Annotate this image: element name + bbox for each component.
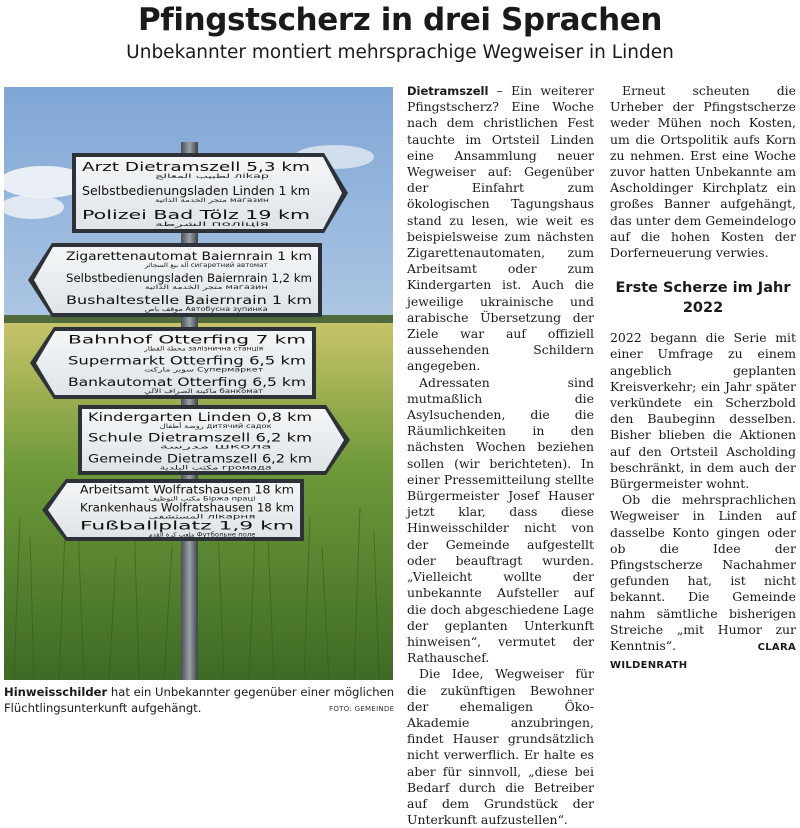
sign-translation: مكتب التوظيف Біржа праці bbox=[148, 495, 241, 503]
article-column-1 bbox=[407, 83, 594, 828]
sign-destination: Kindergarten Linden 0,8 km bbox=[88, 409, 312, 424]
sign-translation: روضة أطفال дитячий садок bbox=[159, 422, 253, 430]
caption-lead: Hinweisschilder bbox=[4, 685, 108, 699]
sign-translation: آلة بيع السجائر сигаретний автомат bbox=[144, 261, 256, 269]
sign-translation: المستشفى лікарня bbox=[148, 513, 230, 521]
sign-destination: Polizei Bad Tölz 19 km bbox=[82, 206, 310, 222]
paragraph: Erneut scheuten die Urheber der Pfingstscherze weder Mühen noch Kosten, um die Ortspolitik aufs Korn zu nehmen. Erst eine Woche zuvor hatten Unbekannte am Ascholdinger Kirchplatz ein großes Banner aufgehängt, das unter dem Gemeindelogo auf die hohen Kosten der Dorferneuerung verwies. bbox=[610, 83, 796, 261]
sign-destination: Zigarettenautomat Baiernrain 1 km bbox=[66, 248, 312, 263]
paragraph: Dietramszell – Ein weiterer Pfingstscherz? Eine Woche nach dem christlichen Fest tauchte im Ortsteil Linden eine Ansammlung neuer Wegweiser auf: Gegenüber der Einfahrt zum ökologischen Tagungshaus stand zu lesen, wie weit es beispielsweise zum nächsten Zigarettenautomaten, zum Arbeitsamt oder zum Kindergarten ist. Auch die jeweilige ukrainische und arabische Übersetzung der Ziele war auf offiziell aussehenden Schildern angegeben. bbox=[407, 83, 594, 374]
headline: Pfingstscherz in drei Sprachen bbox=[137, 2, 663, 38]
sign-translation: لطبيب المعالج ліkар bbox=[154, 172, 249, 180]
sign-translation: مدرسة школа bbox=[159, 443, 232, 451]
sign-translation: موقف باص Автобусна зупинка bbox=[144, 305, 246, 313]
sign-destination: Fußballplatz 1,9 km bbox=[80, 519, 294, 533]
sign-destination: Selbstbedienungsladen Baiernrain 1,2 km bbox=[66, 270, 312, 285]
sign-translation: ماكينة الصراف الآلي банкомат bbox=[144, 388, 249, 396]
subheadline: Unbekannter montiert mehrsprachige Wegweiser in Linden bbox=[126, 42, 674, 63]
caption-text: hat ein Unbekannter gegenüber einer möglichen Flüchtlingsunterkunft aufgehängt. bbox=[4, 685, 395, 715]
sign-destination: Krankenhaus Wolfratshausen 18 km bbox=[80, 501, 294, 515]
article-photo bbox=[4, 87, 393, 680]
sign-destination: Gemeinde Dietramszell 6,2 km bbox=[88, 451, 312, 466]
author-byline: CLARA WILDENRATH bbox=[610, 642, 796, 672]
sign-translation: الشرطة поліція bbox=[154, 220, 231, 228]
photo-credit: FOTO: GEMEINDE bbox=[329, 705, 395, 713]
sign-translation: متجر الخدمة الذاتية магазин bbox=[154, 196, 255, 204]
sign-translation: محطة القطار залізнична станція bbox=[144, 345, 248, 353]
article-column-2 bbox=[610, 83, 796, 675]
sign-translation: مكتب البلدية громада bbox=[159, 464, 247, 472]
sign-destination: Bankautomat Otterfing 6,5 km bbox=[68, 375, 306, 390]
crosshead: Erste Scherze im Jahr 2022 bbox=[615, 280, 791, 317]
sign-destination: Bushaltestelle Baiernrain 1 km bbox=[66, 292, 312, 307]
sign-translation: ملعب كرة القدم Футбольне поле bbox=[148, 531, 249, 539]
sign-destination: Schule Dietramszell 6,2 km bbox=[88, 430, 312, 445]
sign-destination: Selbstbedienungsladen Linden 1 km bbox=[82, 182, 310, 198]
signposts bbox=[28, 153, 350, 541]
paragraph: 2022 begann die Serie mit einer Umfrage zu einem angeblich geplanten Kreisverkehr; ein Jahr später verkündete ein Scherzbold den Baubeginn desselben. Bisher blieben die Aktionen auf den Ortsteil Ascholding beschränkt, in dem auch der Bürgermeister wohnt. bbox=[610, 330, 796, 492]
dateline: Dietramszell bbox=[407, 84, 489, 98]
sign-destination: Supermarkt Otterfing 6,5 km bbox=[68, 353, 306, 368]
sign-destination: Arzt Dietramszell 5,3 km bbox=[82, 158, 310, 174]
paragraph: Die Idee, Wegweiser für die zukünftigen Bewohner der ehemaligen Öko-Akademie anzubringen, findet Hauser grundsätzlich nicht verwerflich. Er halte es aber für sinnvoll, „diese bei Bedarf durch die Betreiber auf dem Grundstück der Unterkunft aufzustellen“. bbox=[407, 666, 594, 828]
sign-destination: Bahnhof Otterfing 7 km bbox=[68, 332, 306, 347]
sign-translation: سوبر ماركت Супермаркет bbox=[144, 366, 238, 374]
sign-destination: Arbeitsamt Wolfratshausen 18 km bbox=[80, 483, 294, 497]
sign-translation: متجر الخدمة الذاتية магазин bbox=[144, 283, 251, 291]
paragraph: Adressaten sind mutmaßlich die Asylsuchenden, die die Räumlichkeiten in den nächsten Wochen beziehen sollen (wir berichteten). In einer Pressemitteilung stellte Bürgermeister Josef Hauser jetzt klar, dass diese Hinweisschilder nicht von der Gemeinde aufgestellt oder beauftragt wurden. „Vielleicht wollte der unbekannte Aufsteller auf die doch abgeschiedene Lage der geplanten Unterkunft hinweisen“, vermutet der Rathauschef. bbox=[407, 374, 594, 666]
paragraph: Ob die mehrsprachlichen Wegweiser in Linden auf dasselbe Konto gingen oder ob die Idee der Pfingstscherze Nachahmer gefunden hat, ist nicht bekannt. Die Gemeinde nahm sämtliche bisherigen Streiche „mit Humor zur Kenntnis“. CLARA WILDENRATH bbox=[610, 492, 796, 672]
